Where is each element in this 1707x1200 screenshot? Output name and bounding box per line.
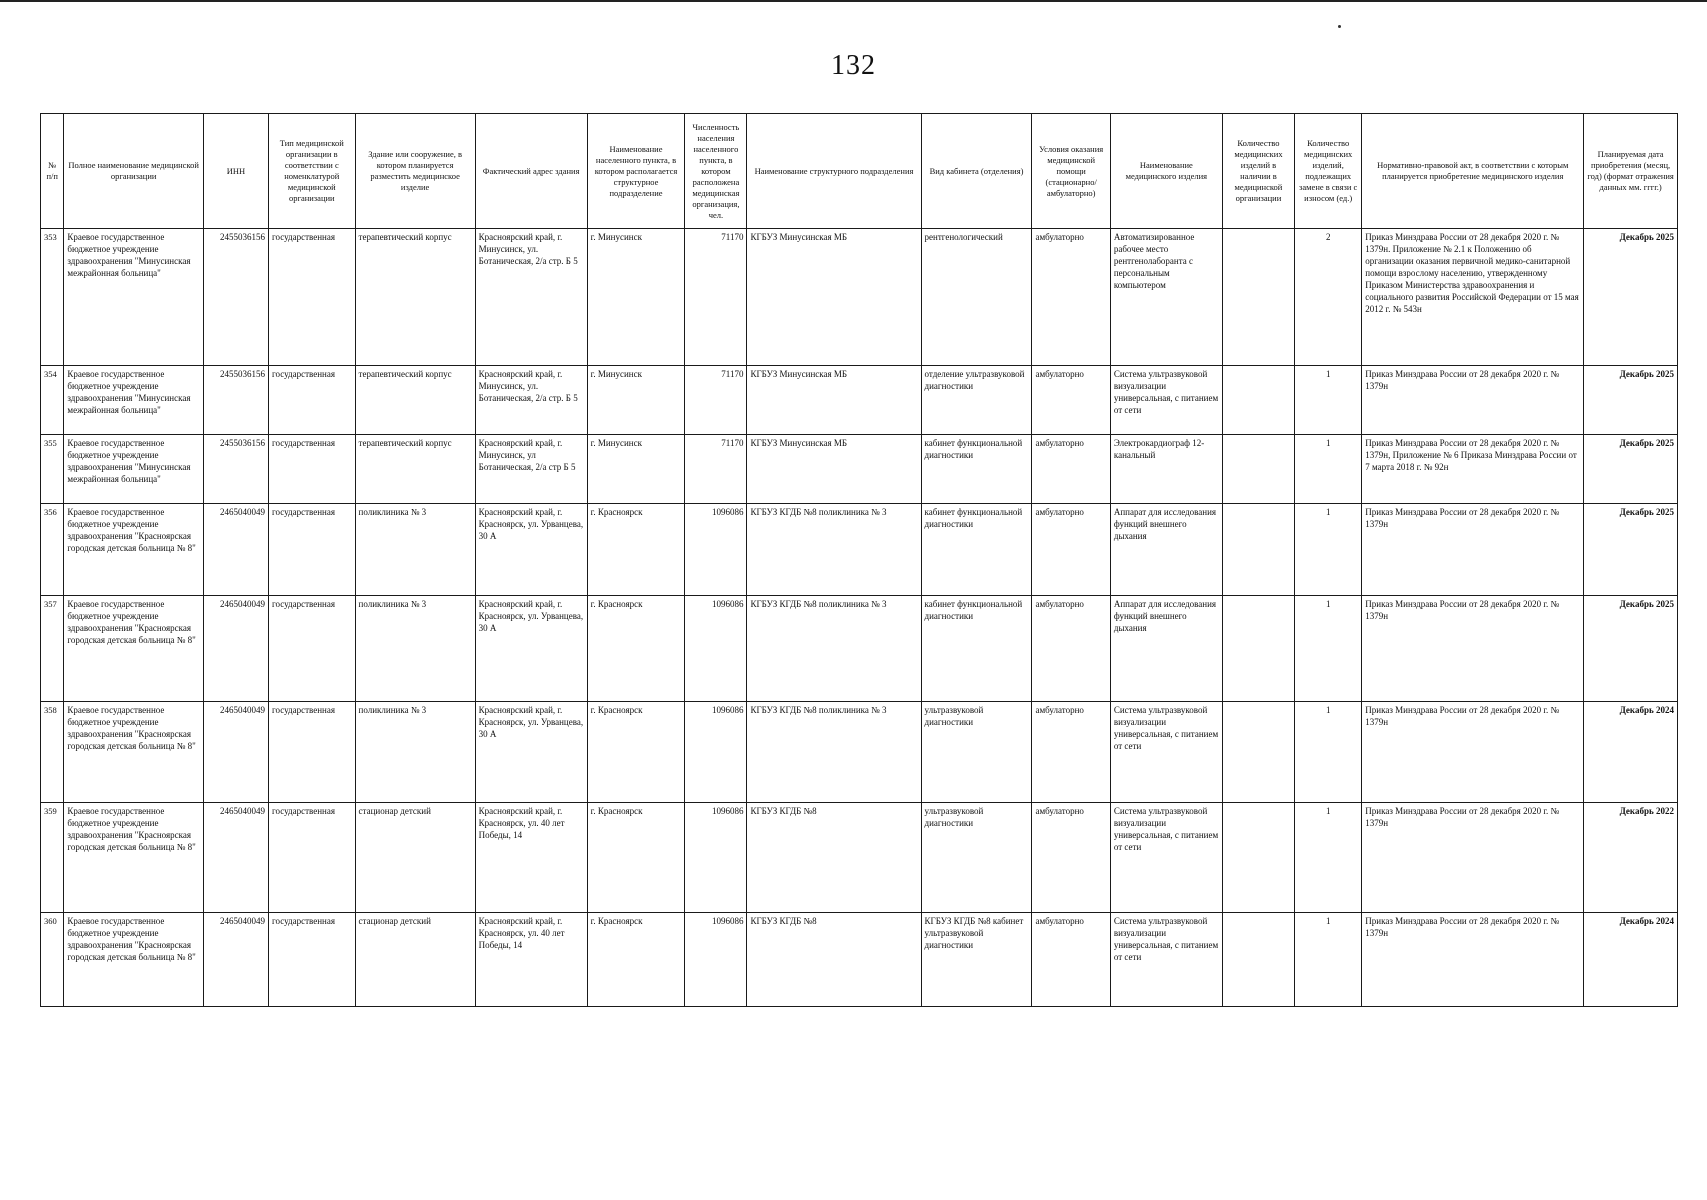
cell-replace: 1 [1295, 435, 1362, 504]
cell-cabinet: кабинет функциональной диагностики [921, 435, 1032, 504]
cell-date: Декабрь 2025 [1584, 366, 1678, 435]
cell-building: стационар детский [355, 803, 475, 913]
cell-conditions: амбулаторно [1032, 913, 1110, 1007]
cell-replace: 2 [1295, 229, 1362, 366]
cell-cabinet: КГБУЗ КГДБ №8 кабинет ультразвуковой диагностики [921, 913, 1032, 1007]
cell-population: 1096086 [685, 596, 747, 702]
cell-cabinet: ультразвуковой диагностики [921, 702, 1032, 803]
table-row [41, 702, 1678, 803]
cell-date: Декабрь 2025 [1584, 504, 1678, 596]
table-row [41, 913, 1678, 1007]
cell-locality: г. Красноярск [587, 803, 685, 913]
cell-building: поликлиника № 3 [355, 596, 475, 702]
cell-org: Краевое государственное бюджетное учреждение здравоохранения "Красноярская городская детская больница № 8" [64, 803, 203, 913]
cell-date: Декабрь 2024 [1584, 913, 1678, 1007]
cell-org: Краевое государственное бюджетное учреждение здравоохранения "Минусинская межрайонная больница" [64, 366, 203, 435]
cell-act: Приказ Минздрава России от 28 декабря 2020 г. № 1379н [1362, 702, 1584, 803]
col-header-available: Количество медицинских изделий в наличии в медицинской организации [1222, 114, 1294, 229]
col-header-locality: Наименование населенного пункта, в котором располагается структурное подразделение [587, 114, 685, 229]
cell-available [1222, 366, 1294, 435]
cell-replace: 1 [1295, 702, 1362, 803]
cell-num: 358 [41, 702, 64, 803]
cell-population: 1096086 [685, 702, 747, 803]
table-row [41, 596, 1678, 702]
cell-locality: г. Минусинск [587, 229, 685, 366]
cell-type: государственная [269, 913, 356, 1007]
cell-population: 1096086 [685, 913, 747, 1007]
cell-replace: 1 [1295, 803, 1362, 913]
col-header-cabinet: Вид кабинета (отделения) [921, 114, 1032, 229]
cell-unit: КГБУЗ Минусинская МБ [747, 366, 921, 435]
cell-address: Красноярский край, г. Красноярск, ул. 40 лет Победы, 14 [475, 913, 587, 1007]
cell-cabinet: кабинет функциональной диагностики [921, 596, 1032, 702]
cell-unit: КГБУЗ КГДБ №8 поликлиника № 3 [747, 596, 921, 702]
cell-population: 71170 [685, 435, 747, 504]
cell-num: 354 [41, 366, 64, 435]
cell-replace: 1 [1295, 913, 1362, 1007]
cell-act: Приказ Минздрава России от 28 декабря 2020 г. № 1379н. Приложение № 2.1 к Положению об организации оказания первичной медико-санитарной помощи взрослому населению, утвержденному Приказом Министерства здравоохранения и социального развития Российской Федерации от 15 мая 2012 г. № 543н [1362, 229, 1584, 366]
cell-inn: 2465040049 [203, 504, 268, 596]
cell-act: Приказ Минздрава России от 28 декабря 2020 г. № 1379н [1362, 366, 1584, 435]
cell-available [1222, 229, 1294, 366]
cell-address: Красноярский край, г. Красноярск, ул. Урванцева, 30 А [475, 504, 587, 596]
cell-type: государственная [269, 596, 356, 702]
col-header-org: Полное наименование медицинской организации [64, 114, 203, 229]
cell-conditions: амбулаторно [1032, 229, 1110, 366]
cell-conditions: амбулаторно [1032, 504, 1110, 596]
cell-address: Красноярский край, г. Красноярск, ул. Урванцева, 30 А [475, 702, 587, 803]
col-header-inn: ИНН [203, 114, 268, 229]
medical-equipment-table [40, 113, 1678, 1007]
cell-org: Краевое государственное бюджетное учреждение здравоохранения "Красноярская городская детская больница № 8" [64, 702, 203, 803]
cell-population: 71170 [685, 366, 747, 435]
cell-cabinet: отделение ультразвуковой диагностики [921, 366, 1032, 435]
table-row [41, 366, 1678, 435]
col-header-population: Численность населения населенного пункта, в котором расположена медицинская организация, чел. [685, 114, 747, 229]
table-row [41, 435, 1678, 504]
cell-date: Декабрь 2025 [1584, 435, 1678, 504]
col-header-type: Тип медицинской организации в соответствии с номенклатурой медицинской организации [269, 114, 356, 229]
cell-available [1222, 803, 1294, 913]
col-header-address: Фактический адрес здания [475, 114, 587, 229]
cell-building: терапевтический корпус [355, 366, 475, 435]
cell-cabinet: ультразвуковой диагностики [921, 803, 1032, 913]
cell-device: Система ультразвуковой визуализации универсальная, с питанием от сети [1110, 702, 1222, 803]
cell-unit: КГБУЗ КГДБ №8 [747, 913, 921, 1007]
table-row [41, 229, 1678, 366]
cell-num: 359 [41, 803, 64, 913]
cell-inn: 2465040049 [203, 913, 268, 1007]
cell-available [1222, 504, 1294, 596]
cell-inn: 2465040049 [203, 596, 268, 702]
cell-device: Автоматизированное рабочее место рентгенолаборанта с персональным компьютером [1110, 229, 1222, 366]
cell-building: стационар детский [355, 913, 475, 1007]
cell-act: Приказ Минздрава России от 28 декабря 2020 г. № 1379н [1362, 504, 1584, 596]
cell-type: государственная [269, 702, 356, 803]
col-header-act: Нормативно-правовой акт, в соответствии с которым планируется приобретение медицинского изделия [1362, 114, 1584, 229]
cell-conditions: амбулаторно [1032, 596, 1110, 702]
cell-conditions: амбулаторно [1032, 803, 1110, 913]
cell-type: государственная [269, 435, 356, 504]
cell-date: Декабрь 2022 [1584, 803, 1678, 913]
cell-inn: 2455036156 [203, 229, 268, 366]
cell-inn: 2465040049 [203, 803, 268, 913]
cell-num: 356 [41, 504, 64, 596]
cell-org: Краевое государственное бюджетное учреждение здравоохранения "Минусинская межрайонная больница" [64, 435, 203, 504]
scan-speck [1338, 25, 1341, 28]
cell-type: государственная [269, 504, 356, 596]
cell-address: Красноярский край, г. Минусинск, ул. Ботаническая, 2/а стр. Б 5 [475, 229, 587, 366]
cell-conditions: амбулаторно [1032, 435, 1110, 504]
cell-org: Краевое государственное бюджетное учреждение здравоохранения "Красноярская городская детская больница № 8" [64, 596, 203, 702]
cell-act: Приказ Минздрава России от 28 декабря 2020 г. № 1379н, Приложение № 6 Приказа Минздрава России от 7 марта 2018 г. № 92н [1362, 435, 1584, 504]
cell-act: Приказ Минздрава России от 28 декабря 2020 г. № 1379н [1362, 913, 1584, 1007]
col-header-unit: Наименование структурного подразделения [747, 114, 921, 229]
cell-device: Система ультразвуковой визуализации универсальная, с питанием от сети [1110, 803, 1222, 913]
cell-replace: 1 [1295, 366, 1362, 435]
cell-act: Приказ Минздрава России от 28 декабря 2020 г. № 1379н [1362, 596, 1584, 702]
cell-locality: г. Красноярск [587, 596, 685, 702]
cell-inn: 2465040049 [203, 702, 268, 803]
cell-address: Красноярский край, г. Минусинск, ул Ботаническая, 2/а стр Б 5 [475, 435, 587, 504]
cell-unit: КГБУЗ КГДБ №8 поликлиника № 3 [747, 702, 921, 803]
cell-conditions: амбулаторно [1032, 366, 1110, 435]
page-number: 132 [831, 50, 876, 81]
header-row [41, 114, 1678, 229]
cell-replace: 1 [1295, 596, 1362, 702]
col-header-device: Наименование медицинского изделия [1110, 114, 1222, 229]
table-body [41, 229, 1678, 1007]
cell-date: Декабрь 2025 [1584, 596, 1678, 702]
cell-replace: 1 [1295, 504, 1362, 596]
cell-unit: КГБУЗ Минусинская МБ [747, 435, 921, 504]
cell-address: Красноярский край, г. Красноярск, ул. 40 лет Победы, 14 [475, 803, 587, 913]
cell-locality: г. Минусинск [587, 435, 685, 504]
cell-device: Система ультразвуковой визуализации универсальная, с питанием от сети [1110, 913, 1222, 1007]
cell-building: терапевтический корпус [355, 435, 475, 504]
col-header-replace: Количество медицинских изделий, подлежащих замене в связи с износом (ед.) [1295, 114, 1362, 229]
cell-type: государственная [269, 803, 356, 913]
cell-unit: КГБУЗ КГДБ №8 поликлиника № 3 [747, 504, 921, 596]
cell-address: Красноярский край, г. Минусинск, ул. Ботаническая, 2/а стр. Б 5 [475, 366, 587, 435]
cell-locality: г. Красноярск [587, 504, 685, 596]
cell-num: 355 [41, 435, 64, 504]
cell-org: Краевое государственное бюджетное учреждение здравоохранения "Минусинская межрайонная больница" [64, 229, 203, 366]
cell-available [1222, 702, 1294, 803]
cell-unit: КГБУЗ КГДБ №8 [747, 803, 921, 913]
cell-inn: 2455036156 [203, 366, 268, 435]
cell-device: Аппарат для исследования функций внешнего дыхания [1110, 596, 1222, 702]
cell-device: Электрокардиограф 12-канальный [1110, 435, 1222, 504]
col-header-conditions: Условия оказания медицинской помощи (стационарно/ амбулаторно) [1032, 114, 1110, 229]
cell-population: 71170 [685, 229, 747, 366]
cell-locality: г. Минусинск [587, 366, 685, 435]
cell-building: поликлиника № 3 [355, 504, 475, 596]
cell-cabinet: кабинет функциональной диагностики [921, 504, 1032, 596]
cell-locality: г. Красноярск [587, 702, 685, 803]
table-row [41, 504, 1678, 596]
cell-available [1222, 435, 1294, 504]
cell-num: 360 [41, 913, 64, 1007]
cell-locality: г. Красноярск [587, 913, 685, 1007]
cell-date: Декабрь 2025 [1584, 229, 1678, 366]
cell-population: 1096086 [685, 504, 747, 596]
cell-type: государственная [269, 366, 356, 435]
col-header-num: № п/п [41, 114, 64, 229]
cell-cabinet: рентгенологический [921, 229, 1032, 366]
cell-num: 353 [41, 229, 64, 366]
col-header-date: Планируемая дата приобретения (месяц, год) (формат отражения данных мм. гггг.) [1584, 114, 1678, 229]
cell-building: терапевтический корпус [355, 229, 475, 366]
cell-conditions: амбулаторно [1032, 702, 1110, 803]
cell-available [1222, 596, 1294, 702]
cell-org: Краевое государственное бюджетное учреждение здравоохранения "Красноярская городская детская больница № 8" [64, 913, 203, 1007]
table-header [41, 114, 1678, 229]
cell-num: 357 [41, 596, 64, 702]
cell-device: Аппарат для исследования функций внешнего дыхания [1110, 504, 1222, 596]
cell-inn: 2455036156 [203, 435, 268, 504]
col-header-building: Здание или сооружение, в котором планируется разместить медицинское изделие [355, 114, 475, 229]
cell-address: Красноярский край, г. Красноярск, ул. Урванцева, 30 А [475, 596, 587, 702]
cell-population: 1096086 [685, 803, 747, 913]
equipment-table-container [40, 113, 1678, 1007]
top-border-rule [0, 0, 1707, 2]
cell-device: Система ультразвуковой визуализации универсальная, с питанием от сети [1110, 366, 1222, 435]
cell-date: Декабрь 2024 [1584, 702, 1678, 803]
cell-org: Краевое государственное бюджетное учреждение здравоохранения "Красноярская городская детская больница № 8" [64, 504, 203, 596]
cell-building: поликлиника № 3 [355, 702, 475, 803]
cell-type: государственная [269, 229, 356, 366]
cell-act: Приказ Минздрава России от 28 декабря 2020 г. № 1379н [1362, 803, 1584, 913]
cell-unit: КГБУЗ Минусинская МБ [747, 229, 921, 366]
cell-available [1222, 913, 1294, 1007]
table-row [41, 803, 1678, 913]
